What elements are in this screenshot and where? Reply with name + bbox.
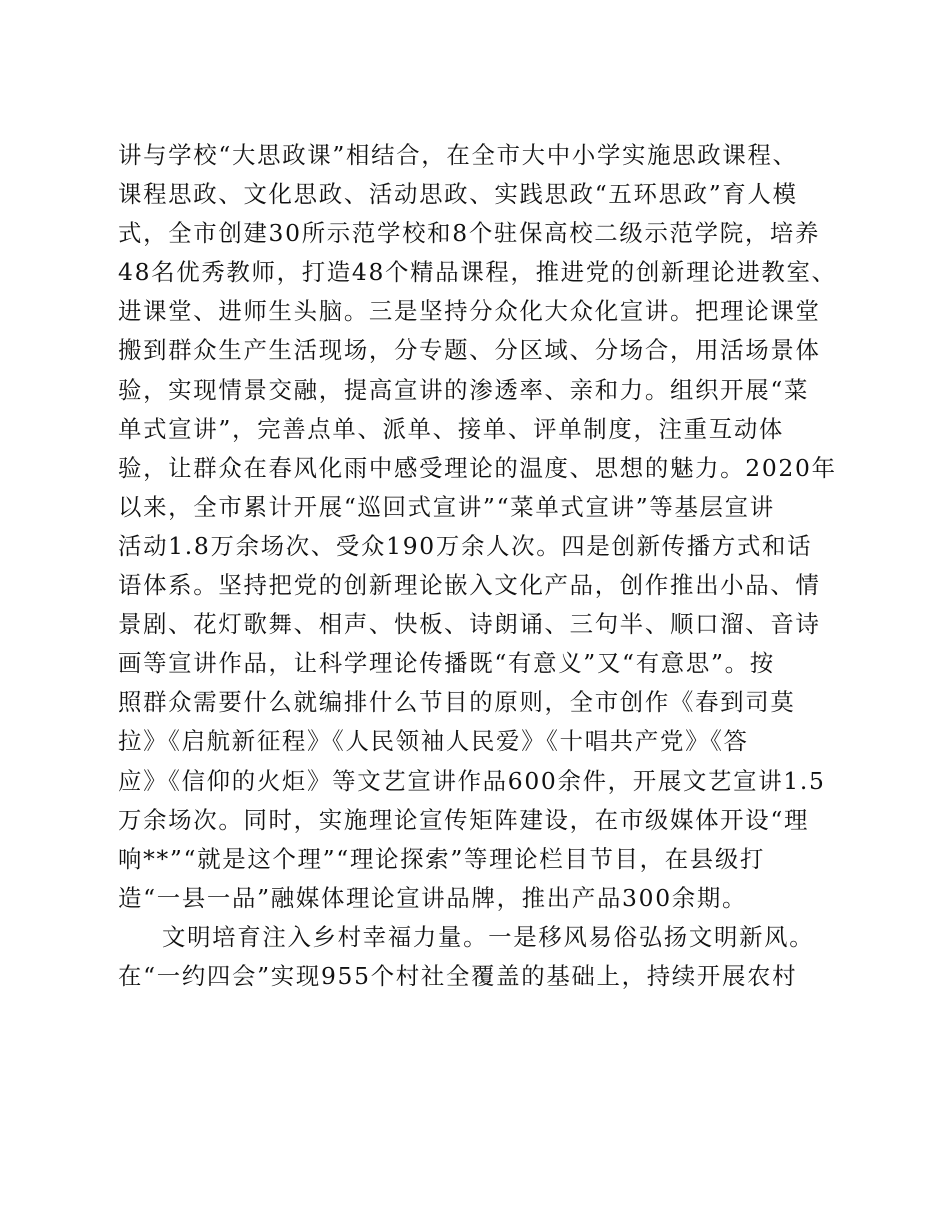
text-line: 语体系。坚持把党的创新理论嵌入文化产品，创作推出小品、情 [118,571,821,600]
text-line: 搬到群众生产生活现场，分专题、分区域、分场合，用活场景体 [118,336,821,365]
text-line: 以来，全市累计开展“巡回式宣讲”“菜单式宣讲”等基层宣讲 [118,492,775,521]
text-line: 48名优秀教师，打造48个精品课程，推进党的创新理论进教室、 [118,258,837,287]
text-line: 单式宣讲”，完善点单、派单、接单、评单制度，注重互动体 [118,414,785,443]
text-line: 进课堂、进师生头脑。三是坚持分众化大众化宣讲。把理论课堂 [118,297,821,326]
text-line: 应》《信仰的火炬》等文艺宣讲作品600余件，开展文艺宣讲1.5 [118,766,826,795]
text-line: 讲与学校“大思政课”相结合，在全市大中小学实施思政课程、 [118,141,798,169]
body-text [118,136,837,996]
text-line: 画等宣讲作品，让科学理论传播既“有意义”又“有意思”。按 [118,649,775,678]
text-line: 景剧、花灯歌舞、相声、快板、诗朗诵、三句半、顺口溜、音诗 [118,610,821,639]
text-line: 响**”“就是这个理”“理论探索”等理论栏目节目，在县级打 [118,844,766,873]
text-line: 万余场次。同时，实施理论宣传矩阵建设，在市级媒体开设“理 [118,805,810,834]
paragraph-start-line: 文明培育注入乡村幸福力量。一是移风易俗弘扬文明新风。 [162,922,815,951]
text-line: 在“一约四会”实现955个村社全覆盖的基础上，持续开展农村 [118,961,798,990]
text-line: 活动1.8万余场次、受众190万余人次。四是创新传播方式和话 [118,531,813,560]
text-line: 验，让群众在春风化雨中感受理论的温度、思想的魅力。2020年 [118,453,837,482]
text-line: 拉》《启航新征程》《人民领袖人民爱》《十唱共产党》《答 [118,727,749,756]
text-line: 课程思政、文化思政、活动思政、实践思政“五环思政”育人模 [118,180,798,209]
text-line: 造“一县一品”融媒体理论宣讲品牌，推出产品300余期。 [118,883,748,912]
text-line: 式，全市创建30所示范学校和8个驻保高校二级示范学院，培养 [118,219,821,248]
text-line: 照群众需要什么就编排什么节目的原则，全市创作《春到司莫 [118,688,796,717]
text-line: 验，实现情景交融，提高宣讲的渗透率、亲和力。组织开展“菜 [118,375,810,404]
